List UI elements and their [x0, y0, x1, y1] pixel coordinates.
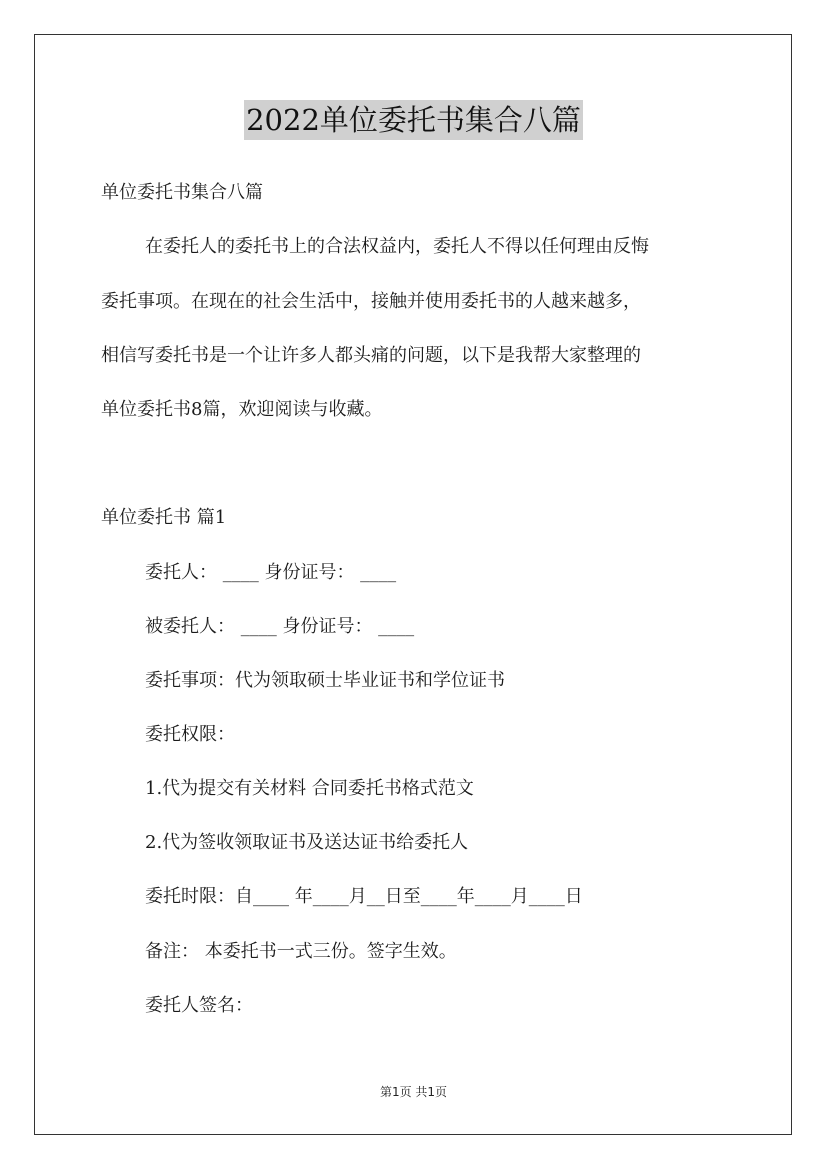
section-heading: 单位委托书 篇1	[101, 507, 227, 528]
intro-line: 相信写委托书是一个让许多人都头痛的问题，以下是我帮大家整理的	[101, 345, 641, 366]
title-container	[0, 100, 827, 140]
intro-line: 单位委托书8篇，欢迎阅读与收藏。	[101, 399, 383, 420]
agent-line: 被委托人： ____ 身份证号： ____	[145, 616, 415, 637]
intro-line: 委托事项。在现在的社会生活中，接触并使用委托书的人越来越多，	[101, 291, 641, 312]
signature-line: 委托人签名：	[145, 995, 253, 1016]
page-indicator: 第1页 共1页	[379, 1085, 448, 1099]
authority-item: 2.代为签收领取证书及送达证书给委托人	[145, 832, 469, 853]
document-subtitle: 单位委托书集合八篇	[101, 182, 263, 203]
entrusted-matter-line: 委托事项：代为领取硕士毕业证书和学位证书	[145, 670, 505, 691]
principal-line: 委托人： ____ 身份证号： ____	[145, 562, 397, 583]
authority-item: 1.代为提交有关材料 合同委托书格式范文	[145, 778, 474, 799]
remarks-line: 备注： 本委托书一式三份。签字生效。	[145, 941, 457, 962]
intro-line: 在委托人的委托书上的合法权益内，委托人不得以任何理由反悔	[145, 236, 649, 257]
time-limit-line: 委托时限：自____ 年____月__日至____年____月____日	[145, 886, 583, 907]
document-title: 2022单位委托书集合八篇	[244, 100, 583, 140]
authority-heading: 委托权限：	[145, 724, 235, 745]
